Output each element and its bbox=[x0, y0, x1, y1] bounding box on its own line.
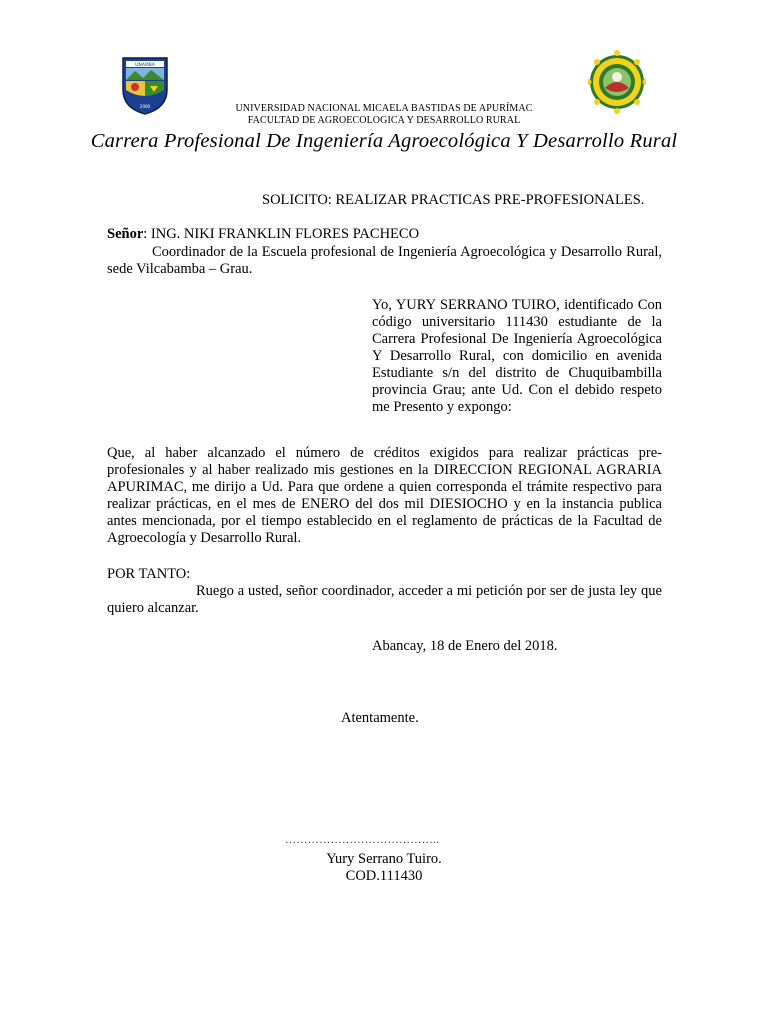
body-paragraph: Que, al haber alcanzado el número de créditos exigidos para realizar prácticas pre-profesionales y al haber realizado mis gestiones en la DIRECCION REGIONAL AGRARIA APURIMAC, me dirijo a Ud. Para que ordene a quien corresponda el trámite respectivo para realizar prácticas, en el mes de ENERO del dos mil DIESIOCHO y en la instancia publica antes mencionada, por el tiempo establecido en el reglamento de prácticas de la Facultad de Agroecología y Desarrollo Rural. bbox=[107, 445, 662, 546]
subject-line: SOLICITO: REALIZAR PRACTICAS PRE-PROFESIONALES. bbox=[262, 192, 645, 208]
addressee-role: Coordinador de la Escuela profesional de Ingeniería Agroecológica y Desarrollo Rural, sede Vilcabamba – Grau. bbox=[107, 244, 662, 277]
place-date: Abancay, 18 de Enero del 2018. bbox=[372, 638, 558, 654]
por-tanto-heading: POR TANTO: bbox=[107, 566, 191, 582]
shield-banner-text: UNAMBA bbox=[135, 63, 155, 68]
shield-year-text: 2000 bbox=[139, 104, 151, 109]
closing: Atentamente. bbox=[341, 710, 419, 726]
salutation: Señor bbox=[107, 226, 144, 242]
career-title: Carrera Profesional De Ingeniería Agroecológica Y Desarrollo Rural bbox=[90, 130, 678, 152]
petitioner-paragraph: Yo, YURY SERRANO TUIRO, identificado Con código universitario 111430 estudiante de la Carrera Profesional De Ingeniería Agroecológica Y Desarrollo Rural, con domicilio en avenida Estudiante s/n del distrito de Chuquibambilla provincia Grau; ante Ud. Con el debido respeto me Presento y expongo: bbox=[372, 297, 662, 415]
signer-code: COD.111430 bbox=[345, 868, 423, 884]
university-name: UNIVERSIDAD NACIONAL MICAELA BASTIDAS DE APURÍMAC bbox=[235, 103, 533, 114]
signature-line: ………………………………….. bbox=[285, 834, 440, 846]
addressee-line bbox=[107, 226, 419, 243]
request-paragraph: Ruego a usted, señor coordinador, acceder a mi petición por ser de justa ley que quiero alcanzar. bbox=[107, 583, 662, 616]
faculty-name: FACULTAD DE AGROECOLOGICA Y DESARROLLO RURAL bbox=[247, 115, 521, 126]
addressee-name: : ING. NIKI FRANKLIN FLORES PACHECO bbox=[143, 226, 420, 242]
signer-name: Yury Serrano Tuiro. bbox=[326, 851, 442, 867]
